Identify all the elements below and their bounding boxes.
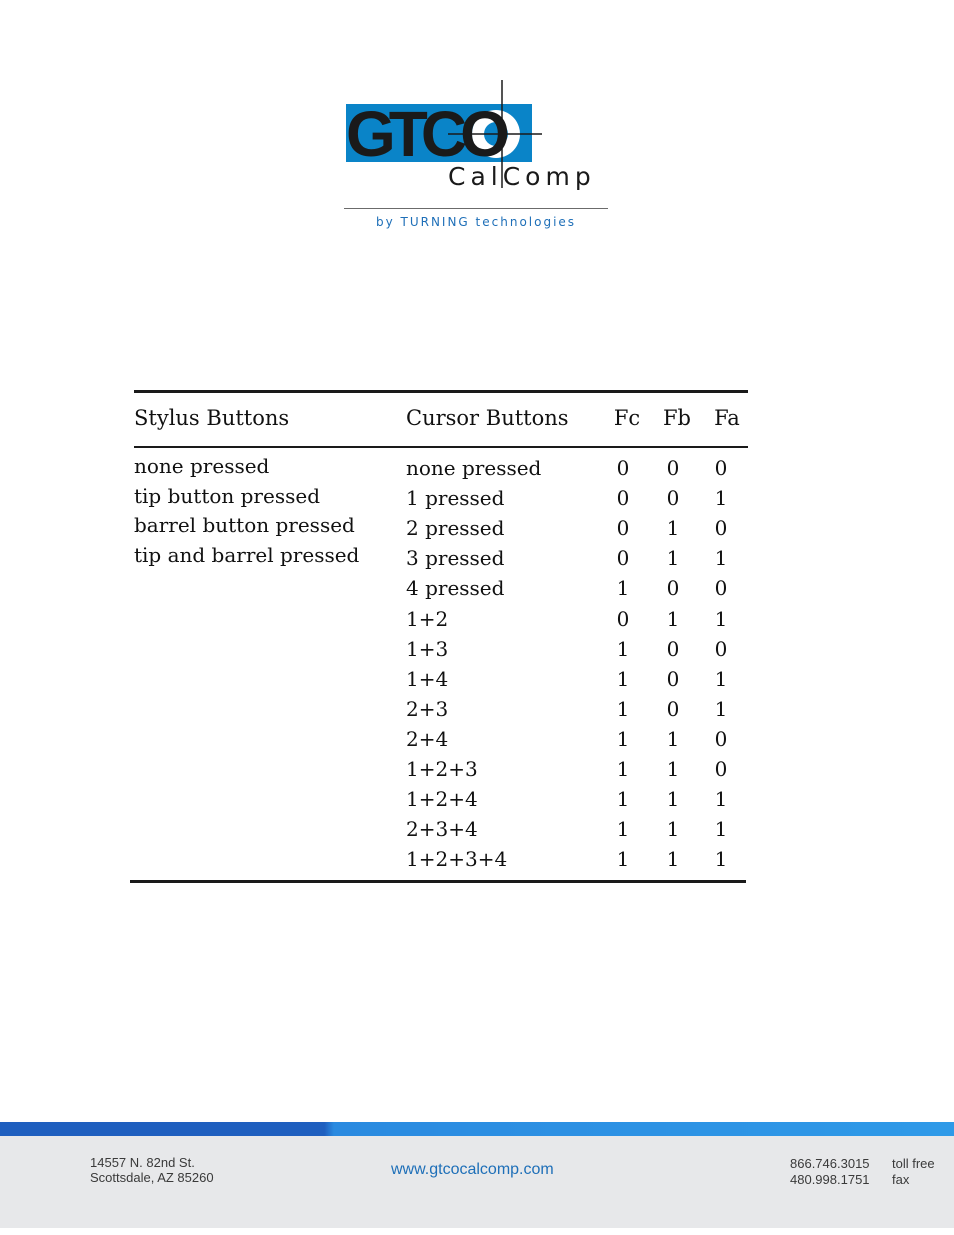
fc-bit: 0 <box>616 546 630 571</box>
cursor-row-label: 2+4 <box>406 726 449 751</box>
fc-bit: 1 <box>616 847 630 872</box>
cursor-row-label: 4 pressed <box>406 576 505 601</box>
fb-bit: 0 <box>666 696 680 721</box>
stylus-row-label: none pressed <box>134 454 270 478</box>
fa-bit: 0 <box>714 636 728 661</box>
cursor-row-label: 3 pressed <box>406 546 505 571</box>
cursor-row-label: 1+2+3+4 <box>406 847 508 872</box>
fb-bit: 1 <box>666 787 680 812</box>
fa-bit: 1 <box>714 666 728 691</box>
fb-bit: 0 <box>666 456 680 480</box>
footer-address-line2: Scottsdale, AZ 85260 <box>90 1170 214 1185</box>
fa-bit: 0 <box>714 576 728 601</box>
fa-bit: 0 <box>714 456 728 480</box>
fa-bit: 1 <box>714 606 728 631</box>
cursor-row-label: 1+3 <box>406 636 449 661</box>
header-fc: Fc <box>613 406 641 430</box>
cursor-row-label: 2 pressed <box>406 516 505 541</box>
header-cursor-buttons: Cursor Buttons <box>406 406 569 430</box>
fb-bit: 1 <box>666 847 680 872</box>
fa-bit: 0 <box>714 726 728 751</box>
footer-color-bar <box>0 1122 954 1136</box>
fb-bit: 1 <box>666 516 680 541</box>
stylus-row-label: barrel button pressed <box>134 513 355 537</box>
logo-tagline: by TURNING technologies <box>375 215 577 229</box>
cursor-row-label: none pressed <box>406 456 542 480</box>
cursor-row-label: 1+2+4 <box>406 787 478 812</box>
fb-bit: 0 <box>666 486 680 511</box>
fb-bit: 1 <box>666 546 680 571</box>
cursor-row-label: 1+2 <box>406 606 449 631</box>
fb-bit: 0 <box>666 576 680 601</box>
fb-bit: 1 <box>666 817 680 842</box>
cursor-row-label: 1 pressed <box>406 486 505 511</box>
fc-bit: 1 <box>616 757 630 781</box>
footer-phone-fax: 480.998.1751 <box>790 1172 870 1187</box>
footer-website-link[interactable]: www.gtcocalcomp.com <box>391 1161 554 1178</box>
fa-bit: 1 <box>714 847 728 872</box>
header-fb: Fb <box>662 406 691 430</box>
fa-bit: 1 <box>714 817 728 842</box>
cursor-row-label: 2+3+4 <box>406 817 478 842</box>
fc-bit: 1 <box>616 666 630 691</box>
header-stylus-buttons: Stylus Buttons <box>134 406 290 430</box>
fb-bit: 1 <box>666 757 680 781</box>
fc-bit: 1 <box>616 696 630 721</box>
stylus-row-label: tip button pressed <box>134 483 320 508</box>
table-header-rule <box>134 446 748 448</box>
cursor-row-label: 2+3 <box>406 696 449 721</box>
fc-bit: 1 <box>616 787 630 812</box>
cursor-row-label: 1+2+3 <box>406 757 478 781</box>
footer-address-line1: 14557 N. 82nd St. <box>90 1155 195 1170</box>
fa-bit: 1 <box>714 696 728 721</box>
fb-bit: 0 <box>666 666 680 691</box>
fc-bit: 1 <box>616 726 630 751</box>
stylus-row-label: tip and barrel pressed <box>134 542 360 567</box>
fb-bit: 0 <box>666 636 680 661</box>
fa-bit: 1 <box>714 787 728 812</box>
fc-bit: 1 <box>616 817 630 842</box>
table-top-rule <box>134 390 748 393</box>
logo-divider <box>344 208 608 209</box>
fc-bit: 0 <box>616 606 630 631</box>
company-logo <box>340 76 620 236</box>
fa-bit: 1 <box>714 486 728 511</box>
fa-bit: 1 <box>714 546 728 571</box>
fc-bit: 0 <box>616 456 630 480</box>
cursor-row-label: 1+4 <box>406 666 449 691</box>
fc-bit: 0 <box>616 486 630 511</box>
fc-bit: 1 <box>616 636 630 661</box>
footer-phone-tollfree: 866.746.3015 <box>790 1156 870 1171</box>
button-code-table <box>128 386 750 890</box>
fc-bit: 0 <box>616 516 630 541</box>
fb-bit: 1 <box>666 606 680 631</box>
table-bottom-rule <box>130 880 746 883</box>
fc-bit: 1 <box>616 576 630 601</box>
fb-bit: 1 <box>666 726 680 751</box>
fa-bit: 0 <box>714 757 728 781</box>
logo-wordmark: CalComp <box>448 162 596 191</box>
logo-mark-text: GTCO <box>346 98 503 170</box>
fa-bit: 0 <box>714 516 728 541</box>
header-fa: Fa <box>714 406 740 430</box>
footer-phone-tollfree-label: toll free <box>892 1156 935 1171</box>
footer-phone-fax-label: fax <box>892 1172 910 1187</box>
